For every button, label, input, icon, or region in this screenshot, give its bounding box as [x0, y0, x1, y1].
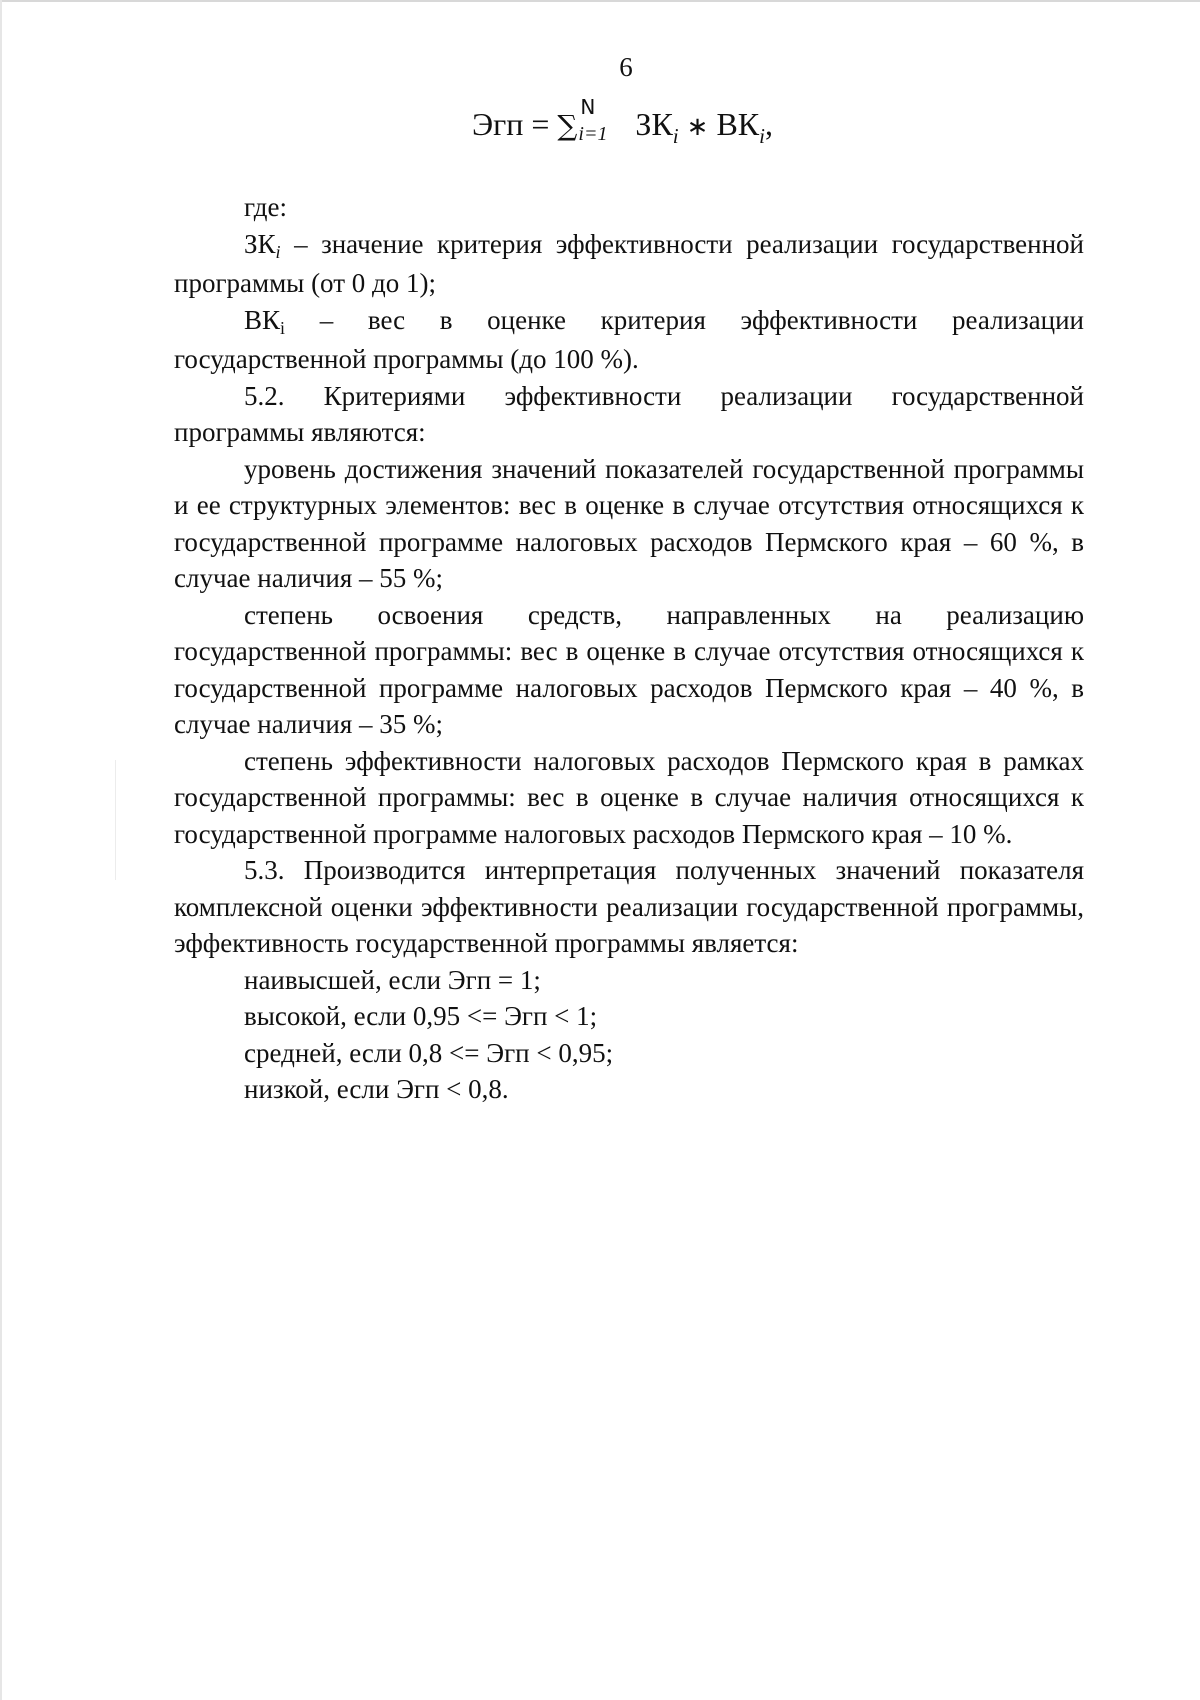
section-5-3: 5.3. Производится интерпретация полученных значений показателя комплексной оценки эффективности реализации государственной программы, эффективность государственной программы является:: [174, 855, 1084, 958]
vk-symbol-index: i: [280, 317, 286, 338]
scan-top-edge: [0, 0, 1200, 2]
sum-symbol: ∑: [557, 109, 578, 142]
vk-symbol: ВК: [244, 304, 281, 335]
formula-lhs: Эгп: [472, 106, 524, 142]
zk-definition: [174, 226, 1084, 302]
criterion-funds: степень освоения средств, направленных на реализацию государственной программы: вес в оценке в случае отсутствия относящихся к государственной программе налоговых расходов Пермского края – 40 %, в случае наличия – 35 %;: [174, 599, 1084, 739]
criterion-indicators: уровень достижения значений показателей государственной программы и ее структурных элементов: вес в оценке в случае отсутствия относящихся к государственной программе налоговых расходов Пермского края – 60 %, в случае наличия – 55 %;: [174, 453, 1084, 593]
formula-term-zk-index: i: [672, 124, 679, 148]
document-body: [174, 189, 1084, 1108]
vk-definition-text: – вес в оценке критерия эффективности реализации государственной программы (до 100 %).: [174, 304, 1084, 374]
level-low: низкой, если Эгп < 0,8.: [244, 1074, 509, 1104]
zk-definition-text: – значение критерия эффективности реализации государственной программы (от 0 до 1);: [174, 228, 1084, 298]
where-label: где:: [244, 192, 287, 222]
zk-symbol: ЗК: [244, 228, 276, 259]
scan-left-edge: [0, 0, 2, 1700]
criterion-tax-expenses: степень эффективности налоговых расходов Пермского края в рамках государственной программы: вес в оценке в случае наличия относящихся к государственной программе налоговых расходов Пермского края – 10 %.: [174, 745, 1084, 849]
zk-symbol-index: i: [275, 241, 281, 262]
formula-term-vk: ВК: [716, 106, 760, 142]
sum-upper-limit: N: [580, 95, 596, 119]
level-highest: наивысшей, если Эгп = 1;: [244, 964, 541, 995]
section-5-2: 5.2. Критериями эффективности реализации государственной программы являются:: [174, 380, 1084, 447]
formula-term-zk: ЗК: [635, 106, 673, 142]
sum-limits: [577, 95, 635, 145]
formula-multiply: ∗: [686, 112, 709, 142]
page-number: 6: [619, 52, 633, 82]
formula-equals: =: [531, 106, 550, 142]
level-medium: средней, если 0,8 <= Эгп < 0,95;: [244, 1037, 614, 1068]
vk-definition: [174, 302, 1084, 378]
level-high: высокой, если 0,95 <= Эгп < 1;: [244, 1001, 598, 1031]
scan-artifact-line: [115, 760, 116, 880]
formula-trailing-comma: ,: [764, 106, 773, 142]
sum-lower-limit: i=1: [578, 123, 608, 145]
formula-term-vk-index: i: [759, 124, 765, 148]
efficiency-formula: [472, 95, 773, 148]
